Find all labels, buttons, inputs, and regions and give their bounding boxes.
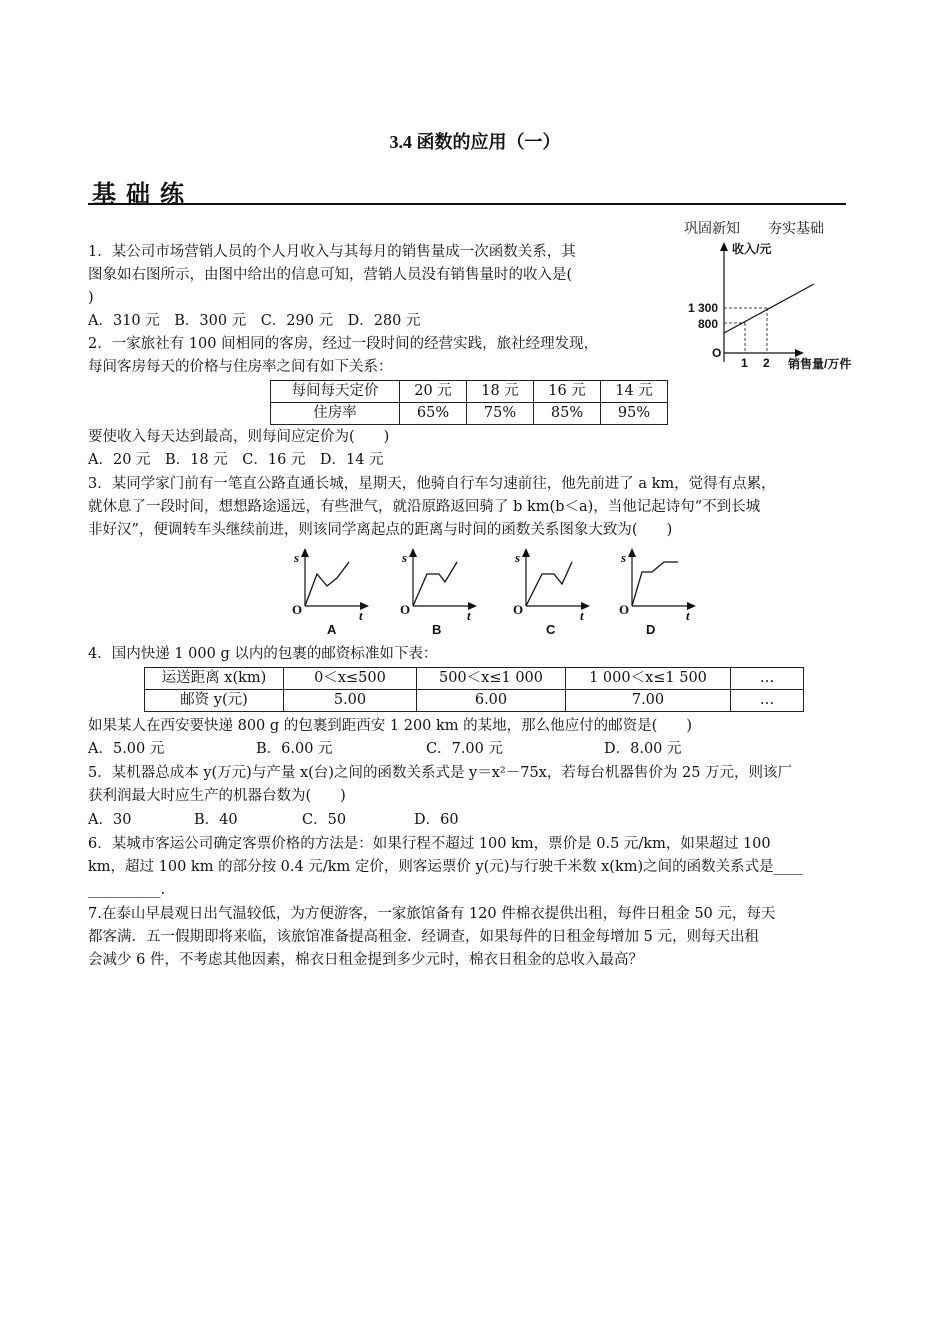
q2-table-cell: 65% xyxy=(400,403,467,425)
q3-graph-b-t-label: t xyxy=(467,608,471,623)
q4-table-cell: 1 000＜x≤1 500 xyxy=(566,668,731,690)
q3-graph-b-s-label: s xyxy=(402,550,408,565)
q1-chart-ytick-800: 800 xyxy=(698,317,719,331)
q3-graph-b-origin: O xyxy=(400,602,411,617)
q3-graph-d xyxy=(612,544,702,636)
q1-chart-xtick-2: 2 xyxy=(763,356,770,370)
q4-table-cell: … xyxy=(731,690,804,712)
q3-line3: 非好汉”，便调转车头继续前进，则该同学离起点的距离与时间的函数关系图象大致为( ) xyxy=(88,522,673,538)
q4-table-row-distance xyxy=(145,668,804,690)
q1-chart-income-line xyxy=(724,284,814,333)
q3-graph-a-t-label: t xyxy=(359,608,363,623)
q2-price-table xyxy=(270,380,668,425)
q1-options: A．310 元 B．300 元 C．290 元 D．280 元 xyxy=(88,313,421,329)
q3-graph-d-t-label: t xyxy=(686,608,690,623)
q3-graph-a-curve xyxy=(305,562,349,606)
q7-line1: 7.在泰山早晨观日出气温较低，为方便游客，一家旅馆备有 120 件棉衣提供出租，每件日租金 50 元，每天 xyxy=(88,906,776,922)
q5-option-b: B．40 xyxy=(194,812,238,828)
q1-chart-xtick-1: 1 xyxy=(741,356,748,370)
section-heading: 基础练 xyxy=(92,180,194,208)
q3-graph-b-curve xyxy=(413,562,457,606)
q1-income-chart xyxy=(680,236,876,376)
q4-table-cell: 500＜x≤1 000 xyxy=(417,668,566,690)
q3-graph-d-s-label: s xyxy=(621,550,627,565)
q4-option-d: D．8.00 元 xyxy=(604,741,682,757)
q1-chart-xlabel: 销售量/万件 xyxy=(788,357,852,371)
q3-graph-c-origin: O xyxy=(513,602,524,617)
q3-line1: 3．某同学家门前有一笔直公路直通长城，星期天，他骑自行车匀速前往，他先前进了 a km，觉得有点累， xyxy=(88,476,776,492)
q4-table-cell: 邮资 y(元) xyxy=(145,690,284,712)
page-title: 3.4 函数的应用（一） xyxy=(389,132,561,152)
q7-line3: 会减少 6 件，不考虑其他因素，棉衣日租金提到多少元时，棉衣日租金的总收入最高？ xyxy=(88,952,643,968)
q7-line2: 都客满．五一假期即将来临，该旅馆准备提高租金．经调查，如果每件的日租金每增加 5 元，则每天出租 xyxy=(88,929,759,945)
q1-chart-origin: O xyxy=(712,346,722,360)
q4-line2: 如果某人在西安要快递 800 g 的包裹到距西安 1 200 km 的某地，那么他应付的邮资是( ) xyxy=(88,718,692,734)
q4-table-cell: 7.00 xyxy=(566,690,731,712)
q2-table-cell: 95% xyxy=(601,403,668,425)
q4-option-b: B．6.00 元 xyxy=(256,741,333,757)
q5-line1: 5．某机器总成本 y(万元)与产量 x(台)之间的函数关系式是 y＝x²－75x，若每台机器售价为 25 万元，则该厂 xyxy=(88,765,793,781)
q4-table-cell: 运送距离 x(km) xyxy=(145,668,284,690)
q3-graph-c-curve xyxy=(526,562,572,606)
q4-table-row-postage xyxy=(145,690,804,712)
q6-line2: km，超过 100 km 的部分按 0.4 元/km 定价，则客运票价 y(元)与行驶千米数 x(km)之间的函数关系式是____ xyxy=(88,859,803,875)
q3-graph-a-origin: O xyxy=(292,602,303,617)
q3-graph-d-curve xyxy=(632,562,678,606)
section-tagline: 巩固新知 夯实基础 xyxy=(684,221,824,237)
q4-table-cell: … xyxy=(731,668,804,690)
q4-option-c: C．7.00 元 xyxy=(426,741,503,757)
q1-line1: 1．某公司市场营销人员的个人月收入与其每月的销售量成一次函数关系，其 xyxy=(88,244,576,260)
q1-line2: 图象如右图所示，由图中给出的信息可知，营销人员没有销售量时的收入是( xyxy=(88,267,573,283)
q3-graph-a-s-label: s xyxy=(294,550,300,565)
q4-option-a: A．5.00 元 xyxy=(88,741,165,757)
q2-table-row-occupancy xyxy=(271,403,668,425)
q2-table-cell: 20 元 xyxy=(400,381,467,403)
q2-table-cell: 85% xyxy=(534,403,601,425)
q1-chart-y-arrow xyxy=(720,242,728,251)
q1-chart-ylabel: 收入/元 xyxy=(732,242,772,256)
q4-line1: 4．国内快递 1 000 g 以内的包裹的邮资标准如下表： xyxy=(88,646,438,662)
q6-line3: __________. xyxy=(88,882,166,898)
q5-option-c: C．50 xyxy=(302,812,347,828)
q3-graph-d-caption: D xyxy=(646,622,656,637)
q1-chart-x-arrow xyxy=(795,349,804,357)
q5-option-a: A．30 xyxy=(88,812,132,828)
q3-graph-d-origin: O xyxy=(619,602,630,617)
q2-table-cell: 75% xyxy=(467,403,534,425)
q2-table-cell: 14 元 xyxy=(601,381,668,403)
q3-graph-b-caption: B xyxy=(432,622,442,637)
q2-table-cell: 每间每天定价 xyxy=(271,381,400,403)
q4-table-cell: 5.00 xyxy=(284,690,417,712)
q4-table-cell: 6.00 xyxy=(417,690,566,712)
q2-table-cell: 18 元 xyxy=(467,381,534,403)
q5-option-d: D．60 xyxy=(414,812,459,828)
q3-graph-c-s-label: s xyxy=(515,550,521,565)
q6-line1: 6．某城市客运公司确定客票价格的方法是：如果行程不超过 100 km，票价是 0.5 元/km，如果超过 100 xyxy=(88,836,771,852)
q2-line1: 2．一家旅社有 100 间相同的客房，经过一段时间的经营实践，旅社经理发现， xyxy=(88,336,599,352)
q2-line2: 每间客房每天的价格与住房率之间有如下关系： xyxy=(88,359,393,375)
q2-table-cell: 住房率 xyxy=(271,403,400,425)
q3-graph-c-t-label: t xyxy=(580,608,584,623)
q3-graph-c-caption: C xyxy=(546,622,556,637)
q1-chart-ytick-1300: 1 300 xyxy=(688,301,719,315)
q3-graph-a-caption: A xyxy=(327,622,337,637)
q5-line2: 获利润最大时应生产的机器台数为( ) xyxy=(88,788,346,804)
q2-line3: 要使收入每天达到最高，则每间应定价为( ) xyxy=(88,429,390,445)
q4-table-cell: 0＜x≤500 xyxy=(284,668,417,690)
section-divider xyxy=(88,203,846,205)
q2-table-row-price xyxy=(271,381,668,403)
q4-postage-table xyxy=(144,667,804,712)
q3-line2: 就休息了一段时间，想想路途遥远，有些泄气，就沿原路返回骑了 b km(b＜a)，当他记起诗句“不到长城 xyxy=(88,499,761,515)
q2-table-cell: 16 元 xyxy=(534,381,601,403)
q2-options: A．20 元 B．18 元 C．16 元 D．14 元 xyxy=(88,452,384,468)
q1-line3: ) xyxy=(88,290,94,306)
